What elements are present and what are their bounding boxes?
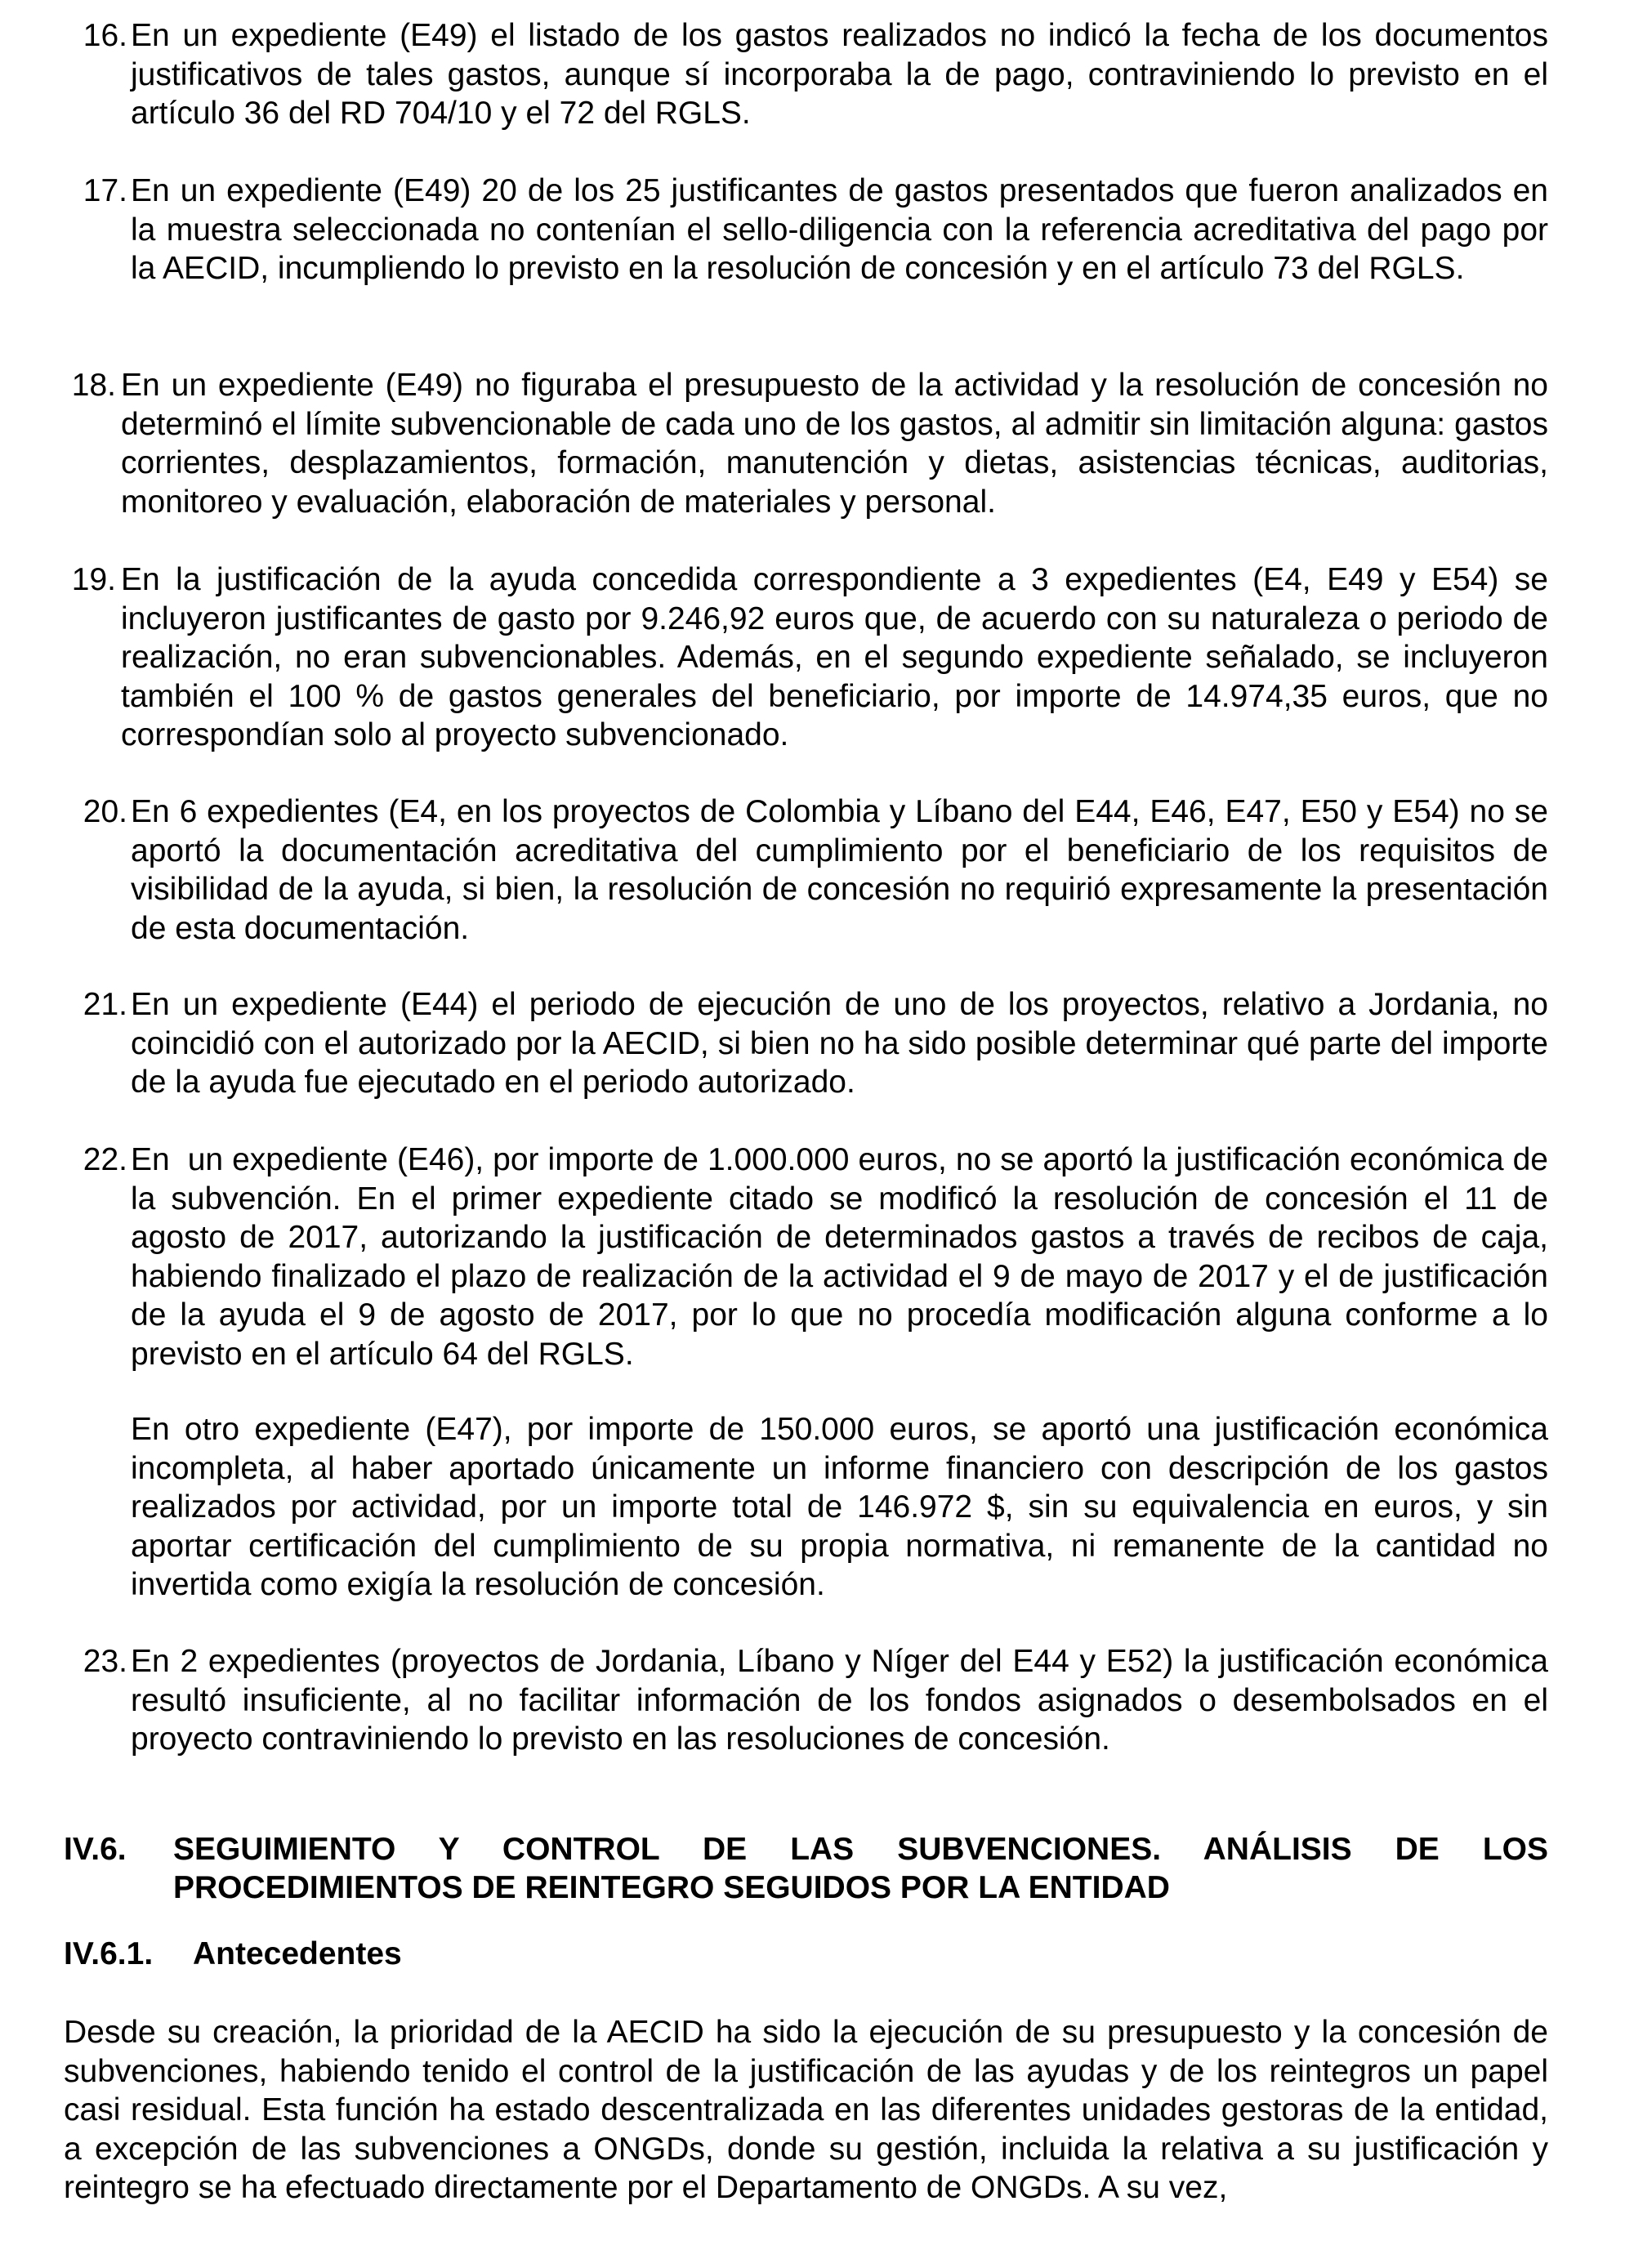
list-item [64, 16, 1548, 133]
item-text: En 6 expedientes (E4, en los proyectos de Colombia y Líbano del E44, E46, E47, E50 y E54) no se aportó la documentación acreditativa del cumplimiento por el beneficiario de los requisitos de visibilidad de la ayuda, si bien, la resolución de concesión no requirió expresamente la presentación de esta documentación. [131, 794, 1548, 946]
item-number: 19. [71, 562, 116, 597]
item-text: En la justificación de la ayuda concedida correspondiente a 3 expedientes (E4, E49 y E54) se incluyeron justificantes de gasto por 9.246,92 euros que, de acuerdo con su naturaleza o periodo de realización, no eran subvencionables. Además, en el segundo expediente señalado, se incluyeron también el 100 % de gastos generales del beneficiario, por importe de 14.974,35 euros, que no correspondían solo al proyecto subvencionado. [121, 562, 1548, 753]
item-text: En un expediente (E44) el periodo de ejecución de uno de los proyectos, relativo a Jordania, no coincidió con el autorizado por la AECID, si bien no ha sido posible determinar qué parte del importe de la ayuda fue ejecutado en el periodo autorizado. [131, 987, 1548, 1101]
section-title: SEGUIMIENTO Y CONTROL DE LAS SUBVENCIONES. ANÁLISIS DE LOS PROCEDIMIENTOS DE REINTEGRO SEGUIDOS POR LA ENTIDAD [173, 1832, 1548, 1905]
item-number: 21. [83, 987, 127, 1022]
item-number: 22. [83, 1142, 127, 1177]
list-item [64, 985, 1548, 1102]
subsection-number: IV.6.1. [64, 1936, 154, 1971]
item-text: En un expediente (E49) no figuraba el presupuesto de la actividad y la resolución de concesión no determinó el límite subvencionable de cada uno de los gastos, al admitir sin limitación alguna: gastos corrientes, desplazamientos, formación, manutención y dietas, asistencias técnicas, auditorias, monitoreo y evaluación, elaboración de materiales y personal. [121, 368, 1548, 520]
item-text: En 2 expedientes (proyectos de Jordania, Líbano y Níger del E44 y E52) la justificación económica resultó insuficiente, al no facilitar información de los fondos asignados o desembolsados en el proyecto contraviniendo lo previsto en las resoluciones de concesión. [131, 1644, 1548, 1757]
subsection-title: Antecedentes [193, 1936, 402, 1971]
list-item [64, 1642, 1548, 1759]
item-number: 17. [83, 173, 127, 208]
item-number: 18. [71, 368, 116, 403]
item-number: 16. [83, 18, 127, 53]
list-item [64, 792, 1548, 948]
list-item [64, 366, 1548, 521]
list-item [64, 1141, 1557, 1374]
body-paragraph: Desde su creación, la prioridad de la AECID ha sido la ejecución de su presupuesto y la concesión de subvenciones, habiendo tenido el control de la justificación de las ayudas y de los reintegros un papel casi residual. Esta función ha estado descentralizada en las diferentes unidades gestoras de la entidad, a excepción de las subvenciones a ONGDs, donde su gestión, incluida la relativa a su justificación y reintegro se ha efectuado directamente por el Departamento de ONGDs. A su vez, [64, 2015, 1548, 2206]
list-item [64, 560, 1548, 755]
item-number: 20. [83, 794, 127, 829]
item-continuation-paragraph: En otro expediente (E47), por importe de 150.000 euros, se aportó una justificación económica incompleta, al haber aportado únicamente un informe financiero con descripción de los gastos realizados por actividad, por un importe total de 146.972 $, sin su equivalencia en euros, y sin aportar certificación del cumplimiento de su propia normativa, ni remanente de la cantidad no invertida como exigía la resolución de concesión. [131, 1412, 1548, 1603]
section-number: IV.6. [64, 1832, 127, 1867]
list-item [64, 172, 1548, 288]
item-text: En un expediente (E46), por importe de 1.000.000 euros, no se aportó la justificación económica de la subvención. En el primer expediente citado se modificó la resolución de concesión el 11 de agosto de 2017, autorizando la justificación de determinados gastos a través de recibos de caja, habiendo finalizado el plazo de realización de la actividad el 9 de mayo de 2017 y el de justificación de la ayuda el 9 de agosto de 2017, por lo que no procedía modificación alguna conforme a lo previsto en el artículo 64 del RGLS. [131, 1142, 1557, 1372]
item-number: 23. [83, 1644, 127, 1679]
item-text: En un expediente (E49) 20 de los 25 justificantes de gastos presentados que fueron analizados en la muestra seleccionada no contenían el sello-diligencia con la referencia acreditativa del pago por la AECID, incumpliendo lo previsto en la resolución de concesión y en el artículo 73 del RGLS. [131, 173, 1548, 287]
item-text: En un expediente (E49) el listado de los gastos realizados no indicó la fecha de los documentos justificativos de tales gastos, aunque sí incorporaba la de pago, contraviniendo lo previsto en el artículo 36 del RD 704/10 y el 72 del RGLS. [131, 18, 1548, 132]
